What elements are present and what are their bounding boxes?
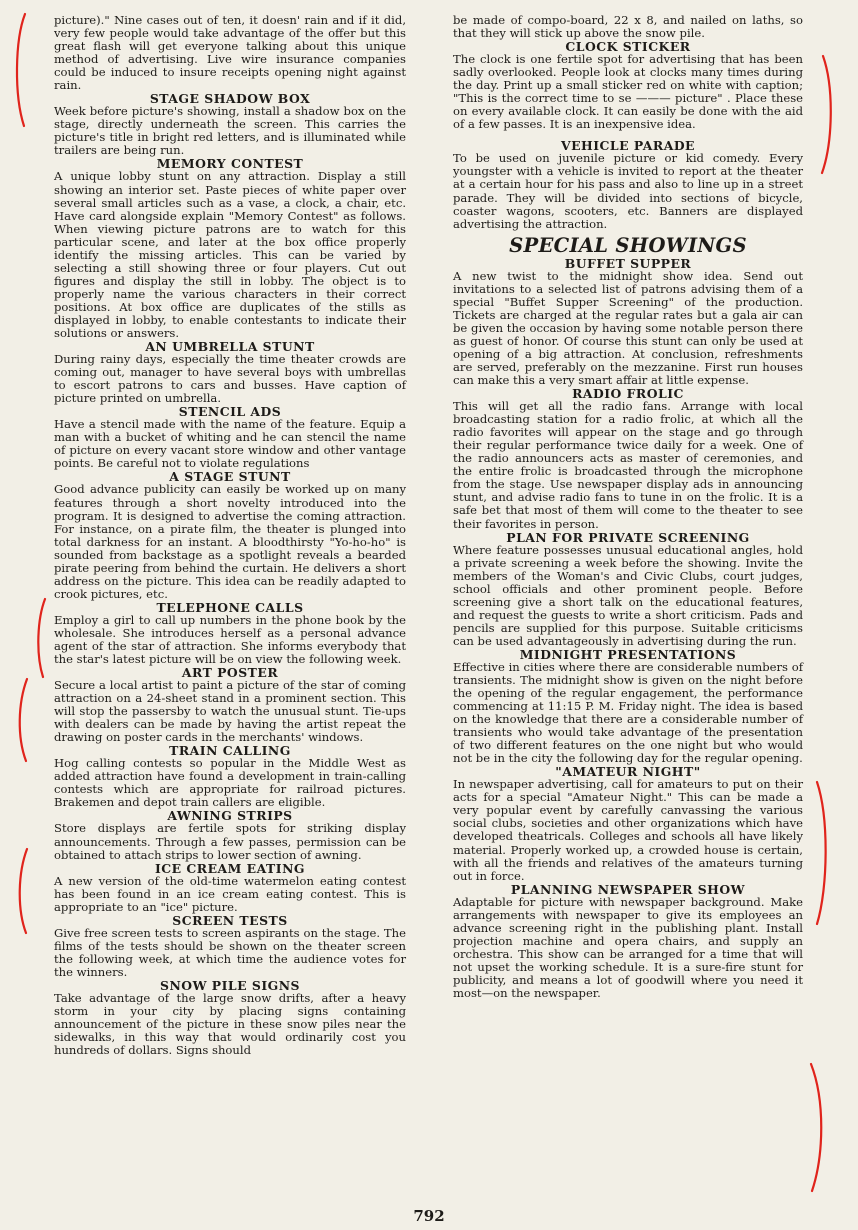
section-awning-strips [54, 809, 406, 861]
section-private-screening [453, 531, 803, 648]
section-vehicle-parade [453, 139, 803, 230]
section-text: picture)." Nine cases out of ten, it doesn' rain and if it did, very few people would take advantage of the offer but this great flash will get everyone talking about this unique method of advertising. Live wire insurance companies could be induced to insure receipts opening night against rain. [54, 13, 406, 93]
section-heading: AWNING STRIPS [167, 808, 293, 824]
section-intro-continued [54, 14, 406, 92]
section-text: Effective in cities where there are considerable numbers of transients. The midnight show is given on the night before the opening of the regular engagement, the performance commencing at 11:15 P. M. Friday night. The idea is based on the knowledge that there are a considerable number of transients who would take advantage of the presentation of two different features on the one night but who would not be in the city the following day for the regular opening. [453, 659, 803, 766]
section-heading: STAGE SHADOW BOX [149, 91, 311, 107]
section-text: A new twist to the midnight show idea. Send out invitations to a selected list of patrons advising them of a special "Buffet Supper Screening" of the production. Tickets are charged at the regular rates but a gala air can be given the occasion by having some notable person there as guest of honor. Of course this stunt can only be used at opening of a big attraction. At conclusion, refreshments are served, preferably on the mezzanine. First run houses can make this a very smart affair at little expense. [453, 268, 803, 388]
section-heading: "AMATEUR NIGHT" [555, 764, 701, 780]
section-heading: TELEPHONE CALLS [156, 599, 304, 615]
section-heading: ICE CREAM EATING [155, 860, 305, 876]
section-stage-shadow-box [54, 92, 406, 157]
section-heading: TRAIN CALLING [169, 743, 291, 759]
margin-bracket-mark [10, 845, 32, 937]
section-heading: MIDNIGHT PRESENTATIONS [519, 646, 737, 662]
section-radio-frolic [453, 387, 803, 530]
left-column [54, 14, 406, 1057]
page-number: 792 [413, 1207, 445, 1225]
section-heading: PLANNING NEWSPAPER SHOW [510, 881, 746, 897]
section-snow-pile-continued [453, 14, 803, 40]
section-heading: MEMORY CONTEST [156, 156, 304, 172]
section-text: A unique lobby stunt on any attraction. Display a still showing an interior set. Paste pieces of white paper over several small articles such as a vase, a clock, a chair, etc. Have card alongside explain "Memory Contest" as follows. When viewing picture patrons are to watch for this particular scene, and later at the box office properly identify the missing articles. This can be varied by selecting a still showing three or four players. Cut out figures and display the still in lobby. The object is to properly name the various characters in their correct positions. At box office are duplicates of the stills as displayed in lobby, to enable contestants to indicate their solutions or answers. [54, 169, 406, 341]
section-heading: ART POSTER [181, 665, 279, 681]
section-text: Give free screen tests to screen aspirants on the stage. The films of the tests should be shown on the theater screen the following week, at which time the audience votes for the winners. [54, 925, 406, 979]
section-snow-pile-signs [54, 979, 406, 1057]
section-stage-stunt [54, 470, 406, 600]
section-train-calling [54, 744, 406, 809]
section-heading: CLOCK STICKER [565, 39, 691, 55]
special-showings-heading: SPECIAL SHOWINGS [509, 233, 747, 257]
section-text: Store displays are fertile spots for striking display announcements. Through a few passes, permission can be obtained to attach strips to lower section of awning. [54, 821, 406, 862]
section-text: Take advantage of the large snow drifts, after a heavy storm in your city by placing signs containing announcement of the picture in these snow piles near the sidewalks, in this way that would ordinarily cost you hundreds of dollars. Signs should [54, 990, 406, 1058]
section-umbrella-stunt [54, 340, 406, 405]
section-heading: PLAN FOR PRIVATE SCREENING [506, 529, 750, 545]
section-heading: SNOW PILE SIGNS [160, 977, 300, 993]
section-text: Week before picture's showing, install a shadow box on the stage, directly underneath the screen. This carries the picture's title in bright red letters, and is illuminated while trailers are being run. [54, 104, 406, 158]
section-text: A new version of the old-time watermelon eating contest has been found in an ice cream eating contest. This is appropriate to an "ice" picture. [54, 873, 406, 914]
section-text: be made of compo-board, 22 x 8, and nailed on laths, so that they will stick up above the snow pile. [453, 13, 803, 41]
right-column [453, 14, 803, 1000]
section-text: Hog calling contests so popular in the Middle West as added attraction have found a development in train-calling contests which are appropriate for railroad pictures. Brakemen and depot train callers are eligible. [54, 756, 406, 810]
section-text: During rainy days, especially the time theater crowds are coming out, manager to have several boys with umbrellas to escort patrons to cars and busses. Have caption of picture printed on umbrella. [54, 352, 406, 406]
section-text: Where feature possesses unusual educational angles, hold a private screening a week before the showing. Invite the members of the Woman's and Civic Clubs, court judges, school officials and other prominent people. Before screening give a short talk on the educational features, and request the guests to write a short criticism. Pads and pencils are supplied for this purpose. Suitable criticisms can be used advantageously in advertising during the run. [453, 542, 803, 648]
section-screen-tests [54, 914, 406, 979]
section-amateur-night [453, 765, 803, 882]
section-newspaper-show [453, 883, 803, 1000]
margin-bracket-mark [812, 778, 834, 928]
section-midnight-presentations [453, 648, 803, 765]
section-art-poster [54, 666, 406, 744]
section-heading: SCREEN TESTS [172, 912, 288, 928]
section-buffet-supper [453, 257, 803, 387]
section-heading: AN UMBRELLA STUNT [145, 339, 315, 355]
section-text: Employ a girl to call up numbers in the phone book by the wholesale. She introduces herself as a personal advance agent of the star of attraction. She informs everybody that the star's latest picture will be on view the following week. [54, 612, 406, 667]
section-heading: STENCIL ADS [178, 404, 282, 420]
section-text: In newspaper advertising, call for amateurs to put on their acts for a special "Amateur Night." This can be made a very popular event by carefully canvassing the various social clubs, societies and other organizations which have developed theatricals. Colleges and schools all have likely material. Properly worked up, a crowded house is certain, with all the friends and relatives of the amateurs turning out in force. [453, 777, 803, 883]
margin-bracket-mark [818, 52, 840, 177]
section-text: Have a stencil made with the name of the feature. Equip a man with a bucket of whiting and he can stencil the name of picture on every vacant store window and other vantage points. Be careful not to violate regulations [54, 417, 406, 471]
margin-bracket-mark [806, 1060, 830, 1195]
section-clock-sticker [453, 40, 803, 131]
margin-bracket-mark [28, 595, 50, 680]
section-text: To be used on juvenile picture or kid comedy. Every youngster with a vehicle is invited to report at the theater at a certain hour for his pass and also to line up in a street parade. They will be divided into sections of bicycle, coaster wagons, scooters, etc. Banners are displayed advertising the attraction. [453, 151, 803, 231]
section-heading: RADIO FROLIC [572, 386, 684, 402]
section-memory-contest [54, 157, 406, 340]
margin-bracket-mark [8, 10, 30, 130]
margin-bracket-mark [10, 675, 32, 765]
section-heading: BUFFET SUPPER [564, 255, 692, 271]
section-text: The clock is one fertile spot for advertising that has been sadly overlooked. People look at clocks many times during the day. Print up a small sticker red on white with caption; "This is the correct time to se ——— picture" . Place these on every available clock. It can easily be done with the aid of a few passes. It is an inexpensive idea. [453, 52, 803, 132]
section-heading: A STAGE STUNT [169, 469, 291, 485]
section-stencil-ads [54, 405, 406, 470]
section-text: Good advance publicity can easily be worked up on many features through a short novelty introduced into the program. It is designed to advertise the coming attraction. For instance, on a pirate film, the theater is plunged into total darkness for an instant. A bloodthirsty "Yo-ho-ho" is sounded from backstage as a spotlight reveals a bearded pirate peering from behind the curtain. He delivers a short address on the picture. This idea can be readily adapted to crook pictures, etc. [54, 482, 406, 601]
section-text: Secure a local artist to paint a picture of the star of coming attraction on a 24-sheet stand in a prominent section. This will stop the passersby to watch the unusual stunt. Tie-ups with dealers can be made by having the artist repeat the drawing on poster cards in the merchants' windows. [54, 678, 406, 745]
section-ice-cream-eating [54, 862, 406, 914]
section-text: This will get all the radio fans. Arrange with local broadcasting station for a radio frolic, at which all the radio favorites will appear on the stage and go through their regular performance twice daily for a week. One of the radio announcers acts as master of ceremonies, and the entire frolic is broadcasted through the microphone from the stage. Use newspaper display ads in announcing stunt, and advise radio fans to tune in on the frolic. It is a safe bet that most of them will come to the theater to see their favorites in person. [453, 399, 803, 531]
section-telephone-calls [54, 601, 406, 666]
section-heading: VEHICLE PARADE [560, 138, 696, 154]
section-text: Adaptable for picture with newspaper background. Make arrangements with newspaper to give its employees an advance screening right in the publishing plant. Install projection machine and opera chairs, and supply an orchestra. This show can be arranged for a time that will not upset the working schedule. It is a sure-fire stunt for publicity, and means a lot of goodwill where you need it most—on the newspaper. [453, 894, 803, 1000]
